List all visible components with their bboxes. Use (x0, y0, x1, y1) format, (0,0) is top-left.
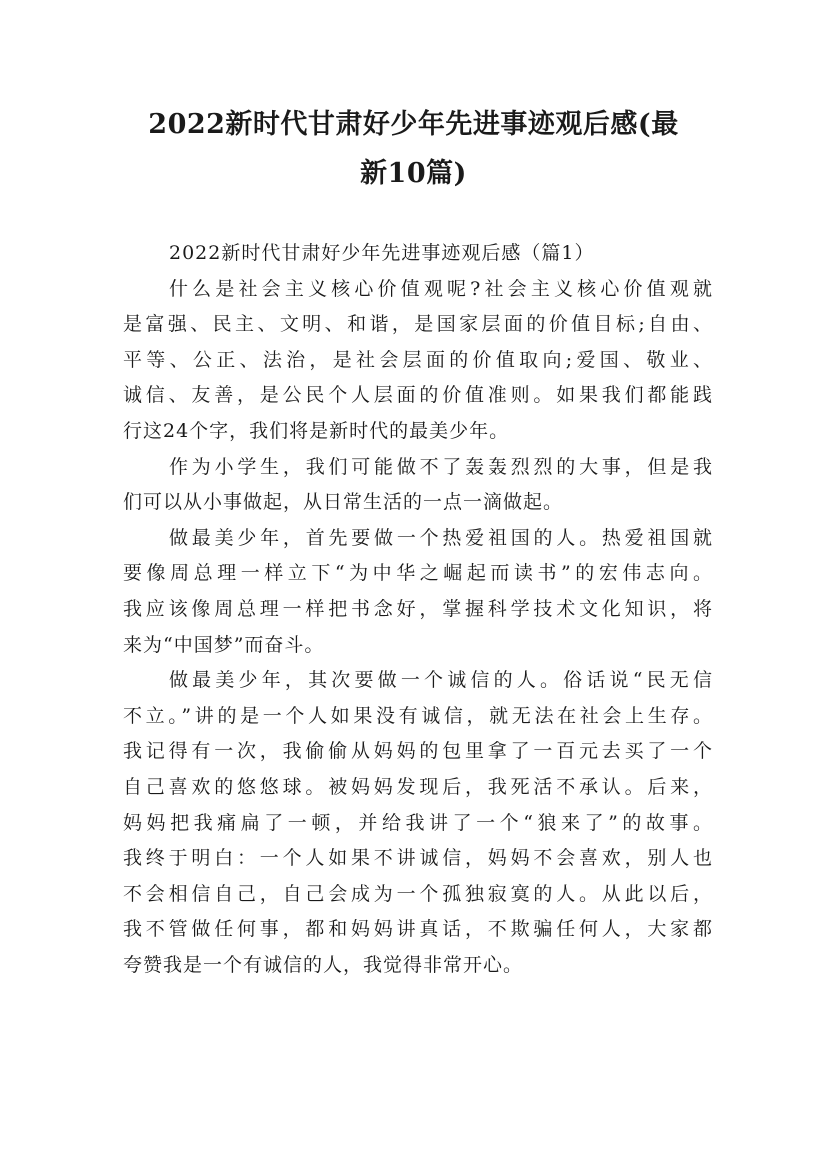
text-line: 什么是社会主义核心价值观呢?社会主义核心价值观就 (169, 277, 713, 300)
text-line: 夸赞我是一个有诚信的人，我觉得非常开心。 (123, 953, 524, 976)
text-line: 来为“中国梦”而奋斗。 (123, 633, 325, 656)
document-title-line-1: 2022新时代甘肃好少年先进事迹观后感(最 (148, 109, 679, 140)
text-line: 我记得有一次，我偷偷从妈妈的包里拿了一百元去买了一个 (123, 740, 713, 763)
text-line: 诚信、友善，是公民个人层面的价值准则。如果我们都能践 (123, 384, 713, 407)
text-line: 我终于明白：一个人如果不讲诚信，妈妈不会喜欢，别人也 (123, 847, 713, 870)
text-line: 妈妈把我痛扁了一顿，并给我讲了一个“狼来了”的故事。 (123, 811, 713, 834)
text-line: 不会相信自己，自己会成为一个孤独寂寞的人。从此以后， (123, 882, 713, 905)
document-body (123, 236, 713, 983)
text-line: 平等、公正、法治，是社会层面的价值取向;爱国、敬业、 (123, 348, 713, 371)
text-line: 做最美少年，其次要做一个诚信的人。俗话说“民无信 (169, 669, 713, 692)
text-line: 是富强、民主、文明、和谐，是国家层面的价值目标;自由、 (123, 313, 713, 336)
document-title (100, 100, 727, 198)
document-title-line-2: 新10篇) (360, 158, 467, 189)
text-line: 做最美少年，首先要做一个热爱祖国的人。热爱祖国就 (169, 526, 713, 549)
text-line: 作为小学生，我们可能做不了轰轰烈烈的大事，但是我 (169, 455, 713, 478)
section-heading: 2022新时代甘肃好少年先进事迹观后感（篇1） (169, 242, 595, 264)
text-line: 我应该像周总理一样把书念好，掌握科学技术文化知识，将 (123, 597, 713, 620)
text-line: 要像周总理一样立下“为中华之崛起而读书”的宏伟志向。 (123, 562, 713, 585)
text-line: 行这24个字，我们将是新时代的最美少年。 (123, 419, 510, 442)
text-line: 不立。”讲的是一个人如果没有诚信，就无法在社会上生存。 (123, 704, 713, 727)
text-line: 自己喜欢的悠悠球。被妈妈发现后，我死活不承认。后来， (123, 775, 713, 798)
text-line: 我不管做任何事，都和妈妈讲真话，不欺骗任何人，大家都 (123, 918, 713, 941)
text-line: 们可以从小事做起，从日常生活的一点一滴做起。 (123, 491, 564, 514)
